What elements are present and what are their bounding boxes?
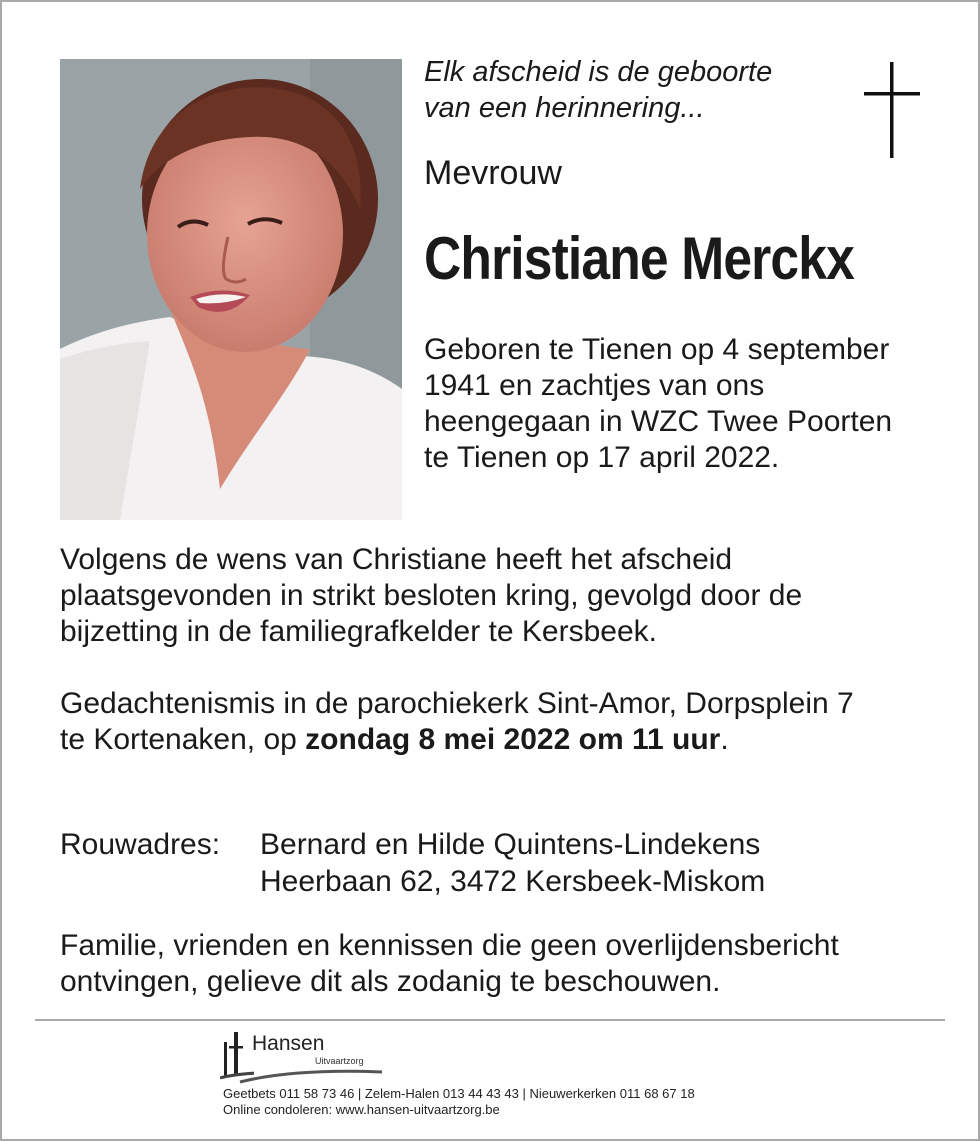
logo-name: Hansen: [252, 1032, 325, 1055]
memorial-mass-paragraph: [60, 686, 854, 758]
motto-line-2: van een herinnering...: [424, 92, 705, 124]
address-label: Rouwadres:: [60, 828, 221, 861]
mass-date-time: zondag 8 mei 2022 om 11 uur: [305, 723, 721, 756]
address-lines: [260, 826, 765, 900]
notice-line-1: Familie, vrienden en kennissen die geen overlijdensbericht: [60, 929, 839, 962]
farewell-line-2: plaatsgevonden in strikt besloten kring, gevolgd door de: [60, 579, 803, 612]
logo-subtitle: Uitvaartzorg: [315, 1056, 364, 1066]
birth-line-3: heengegaan in WZC Twee Poorten: [424, 405, 893, 438]
notice-line-2: ontvingen, gelieve dit als zodanig te beschouwen.: [60, 965, 721, 998]
deceased-name: Christiane Merckx: [424, 225, 854, 292]
motto: [424, 54, 772, 126]
address-line-2: Heerbaan 62, 3472 Kersbeek-Miskom: [260, 865, 766, 898]
mass-line-1: Gedachtenismis in de parochiekerk Sint-Amor, Dorpsplein 7: [60, 687, 854, 720]
portrait-illustration: [60, 59, 402, 520]
mass-line-2-prefix: te Kortenaken, op: [60, 723, 306, 756]
notice-paragraph: [60, 928, 839, 1000]
birth-line-4: te Tienen op 17 april 2022.: [424, 441, 780, 474]
cross-icon: [864, 62, 920, 158]
contact-website: Online condoleren: www.hansen-uitvaartzorg.be: [223, 1102, 500, 1117]
motto-line-1: Elk afscheid is de geboorte: [424, 56, 773, 88]
hansen-logo: [220, 1028, 390, 1088]
address-line-1: Bernard en Hilde Quintens-Lindekens: [260, 828, 761, 861]
footer-divider: [35, 1019, 945, 1021]
mass-line-2-suffix: .: [720, 723, 729, 756]
contact-phones: Geetbets 011 58 73 46 | Zelem-Halen 013 44 43 43 | Nieuwerkerken 011 68 67 18: [223, 1086, 695, 1101]
birth-line-1: Geboren te Tienen op 4 september: [424, 333, 890, 366]
farewell-line-3: bijzetting in de familiegrafkelder te Kersbeek.: [60, 615, 657, 648]
farewell-paragraph: [60, 542, 802, 650]
farewell-line-1: Volgens de wens van Christiane heeft het afscheid: [60, 543, 733, 576]
salutation: Mevrouw: [424, 154, 562, 192]
mass-line-2: [60, 722, 854, 758]
funeral-home-contact: [223, 1086, 695, 1118]
portrait-photo: [60, 59, 402, 520]
birth-death-text: [424, 332, 924, 476]
birth-line-2: 1941 en zachtjes van ons: [424, 369, 765, 402]
